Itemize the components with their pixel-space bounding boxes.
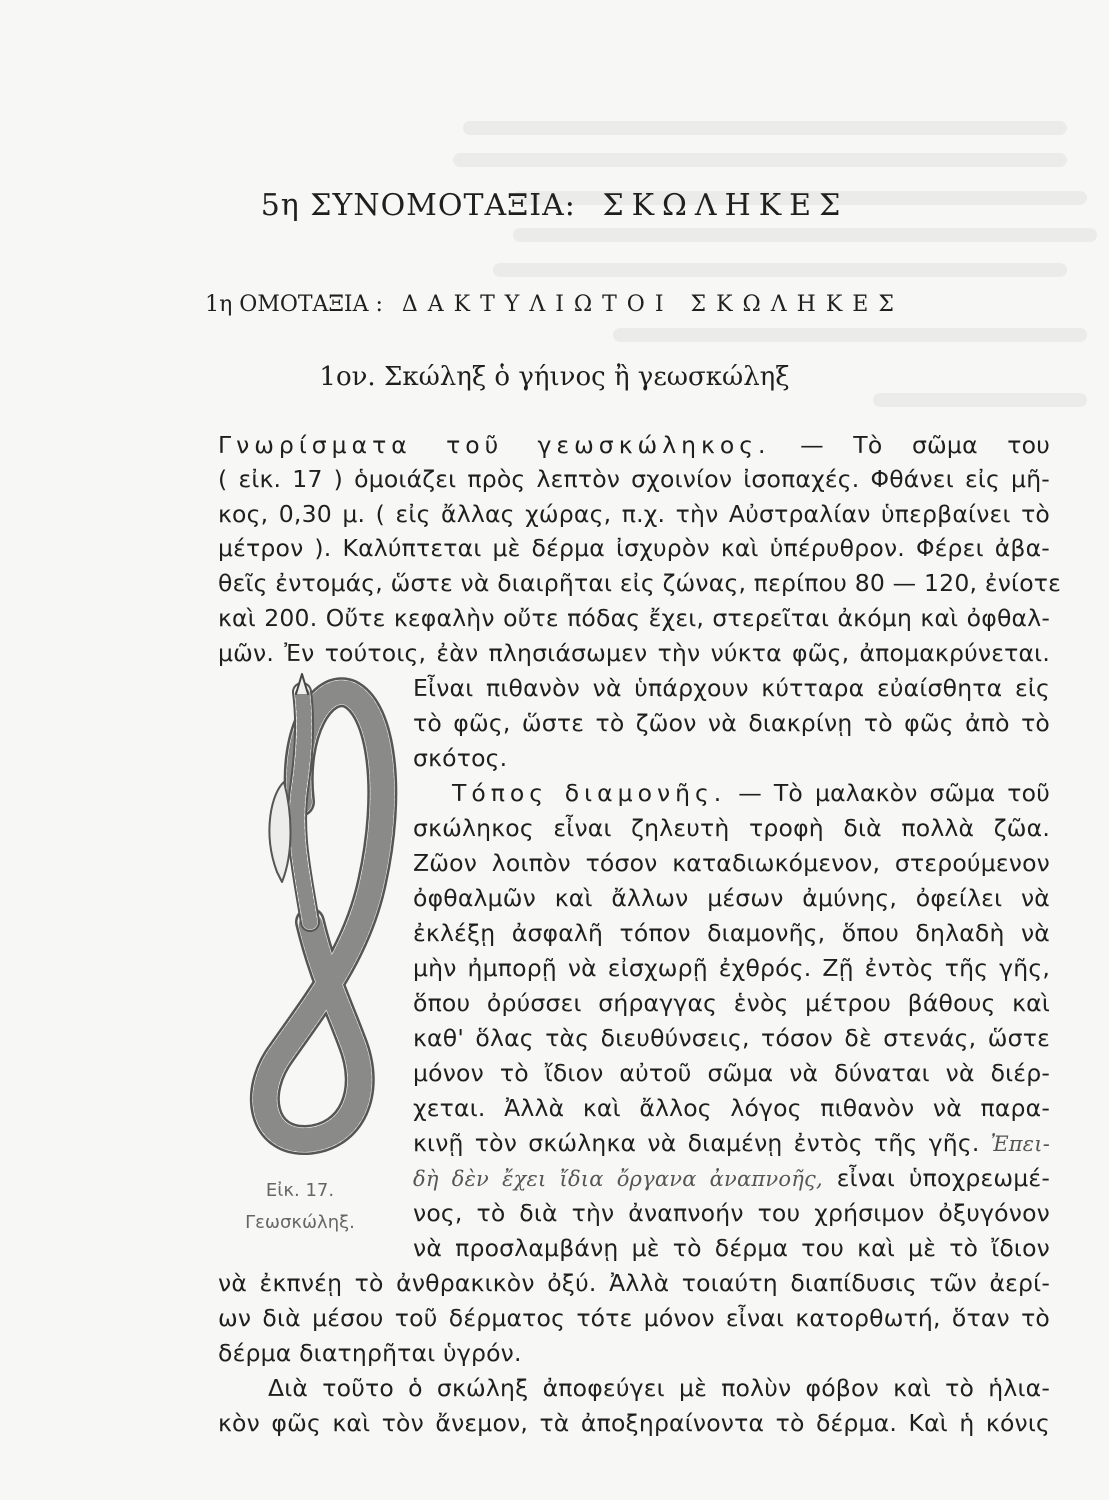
text-line: δέρμα διατηρῆται ὑγρόν. [218,1339,522,1367]
text-line: Τόπος διαμονῆς. — Τὸ μαλακὸν σῶμα τοῦ [452,779,1050,807]
figure-caption: Γεωσκώληξ. [245,1212,355,1233]
phylum-heading: 5η ΣΥΝΟΜΟΤΑΞΙΑ: ΣΚΩΛΗΚΕΣ [260,188,849,223]
text-line: μέτρον ). Καλύπτεται μὲ δέρμα ἰσχυρὸν καὶ ὑπέρυθρον. Φέρει ἀβα- [218,534,1050,562]
text-line: τὸ φῶς, ὥστε τὸ ζῶον νὰ διακρίνῃ τὸ φῶς ἀπὸ τὸ [413,709,1050,737]
earthworm-illustration [222,672,422,1172]
text-line: δὴ δὲν ἔχει ἴδια ὄργανα ἀναπνοῆς, εἶναι ὑποχρεωμέ- [413,1164,1051,1192]
text-line: ων διὰ μέσου τοῦ δέρματος τότε μόνον εἶναι κατορθωτή, ὅταν τὸ [218,1304,1050,1332]
text-line: ὀφθαλμῶν καὶ ἄλλων μέσων ἀμύνης, ὀφείλει νὰ [413,884,1050,912]
text-line: καθ' ὅλας τὰς διευθύνσεις, τόσον δὲ στενάς, ὥστε [413,1024,1050,1052]
text-line: κινῇ τὸν σκώληκα νὰ διαμένῃ ἐντὸς τῆς γῆς. Ἐπει- [413,1129,1051,1157]
figure-label: Εἰκ. 17. [265,1180,335,1201]
text-line: θεῖς ἐντομάς, ὥστε νὰ διαιρῆται εἰς ζώνας, περίπου 80 — 120, ἐνίοτε [218,569,1062,597]
class-heading: 1η ΟΜΟΤΑΞΙΑ : ΔΑΚΤΥΛΙΩΤΟΙ ΣΚΩΛΗΚΕΣ [205,292,904,317]
text-line: σκώληκος εἶναι ζηλευτὴ τροφὴ διὰ πολλὰ ζῶα. [413,814,1050,842]
text-line: Ζῶον λοιπὸν τόσον καταδιωκόμενον, στερούμενον [413,849,1050,877]
section-heading: 1ον. Σκώληξ ὁ γήινος ἢ γεωσκώληξ [319,362,790,392]
text-line: χεται. Ἀλλὰ καὶ ἄλλος λόγος πιθανὸν νὰ παρα- [413,1094,1050,1122]
text-line: νὰ ἐκπνέῃ τὸ ἀνθρακικὸν ὀξύ. Ἀλλὰ τοιαύτη διαπίδυσις τῶν ἀερί- [218,1269,1050,1297]
text-line: καὶ 200. Οὔτε κεφαλὴν οὔτε πόδας ἔχει, στερεῖται ἀκόμη καὶ ὀφθαλ- [218,604,1050,632]
text-line: νὰ προσλαμβάνῃ μὲ τὸ δέρμα του καὶ μὲ τὸ ἴδιον [413,1234,1050,1262]
text-line: μὴν ἠμπορῇ νὰ εἰσχωρῇ ἐχθρός. Ζῇ ἐντὸς τῆς γῆς, [413,954,1050,982]
text-line: σκότος. [413,744,508,772]
text-line: Διὰ τοῦτο ὁ σκώληξ ἀποφεύγει μὲ πολὺν φόβον καὶ τὸ ἡλια- [268,1374,1050,1402]
text-line: κος, 0,30 μ. ( εἰς ἄλλας χώρας, π.χ. τὴν Αὐστραλίαν ὑπερβαίνει τὸ [218,500,1050,528]
text-line: ἐκλέξῃ ἀσφαλῆ τόπον διαμονῆς, ὅπου δηλαδὴ νὰ [413,919,1050,947]
text-line: κὸν φῶς καὶ τὸν ἄνεμον, τὰ ἀποξηραίνοντα τὸ δέρμα. Καὶ ἡ κόνις [218,1409,1050,1437]
text-line: μῶν. Ἐν τούτοις, ἐὰν πλησιάσωμεν τὴν νύκτα φῶς, ἀπομακρύνεται. [218,639,1050,667]
text-line: ὅπου ὀρύσσει σήραγγας ἑνὸς μέτρου βάθους καὶ [413,989,1050,1017]
text-line: Γνωρίσματα τοῦ γεωσκώληκος. — Τὸ σῶμα του [218,431,1051,459]
text-line: ( εἰκ. 17 ) ὁμοιάζει πρὸς λεπτὸν σχοινίον ἰσοπαχές. Φθάνει εἰς μῆ- [218,465,1050,493]
text-line: Εἶναι πιθανὸν νὰ ὑπάρχουν κύτταρα εὐαίσθητα εἰς [413,674,1050,702]
text-line: μόνον τὸ ἴδιον αὐτοῦ σῶμα νὰ δύναται νὰ διέρ- [413,1059,1050,1087]
text-line: νος, τὸ διὰ τὴν ἀναπνοήν του χρήσιμον ὀξυγόνον [413,1199,1050,1227]
